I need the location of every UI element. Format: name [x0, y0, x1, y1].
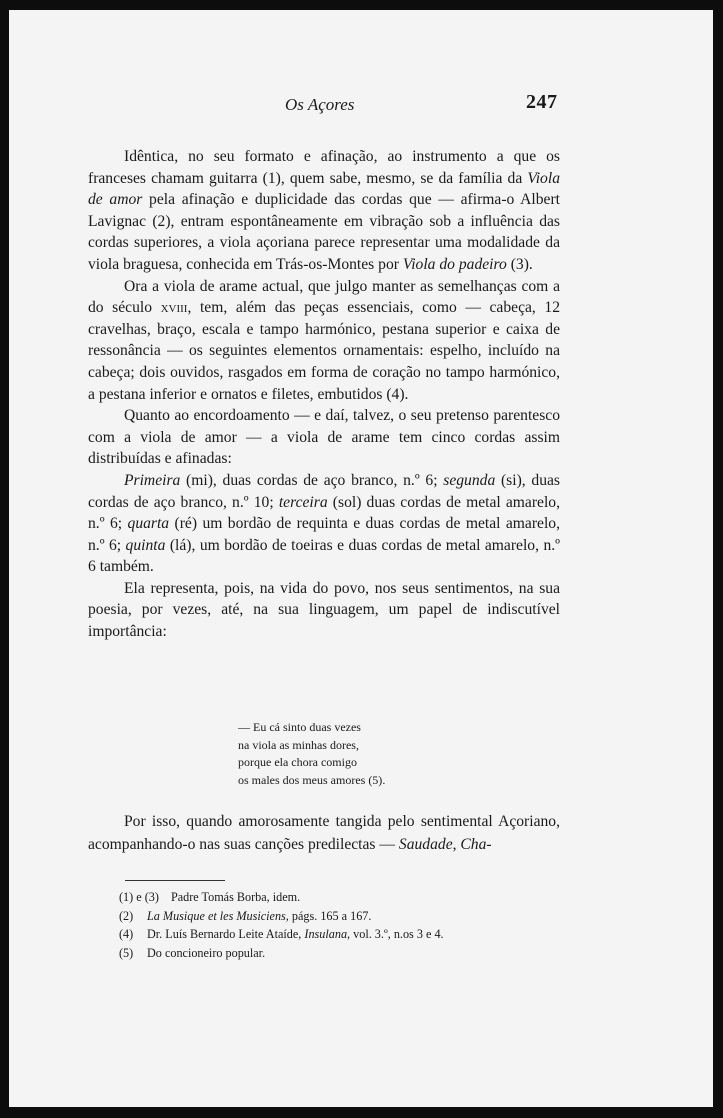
italic-run: segunda: [443, 471, 496, 489]
text-run: (sol) duas cordas de metal amarelo, n.º 6;: [88, 493, 560, 533]
footnote: [119, 888, 559, 907]
italic-run: quarta: [127, 515, 170, 533]
footnote-mark: (5): [119, 945, 134, 960]
century-numeral: xviii: [160, 299, 188, 317]
footnote-mark: (4): [119, 927, 134, 942]
verse-line: na viola as minhas dores,: [238, 737, 359, 752]
text-run: (si), duas cordas de aço branco, n.º 10;: [88, 471, 560, 511]
note-ref: (4): [386, 385, 405, 403]
italic-run: Viola do padeiro: [402, 255, 507, 273]
text-run: pela afinação e duplicidade das cordas que — afirma-o Albert Lavignac: [88, 191, 560, 230]
footnote-text: Dr. Luís Bernardo Leite Ataíde,: [147, 927, 305, 942]
paragraph-3: Quanto ao encordoamento — e daí, talvez, o seu pretenso parentesco com a viola de amor — a viola de arame tem cinco cordas assim distribuídas e afinadas:: [88, 407, 560, 468]
paragraph-5: Ela representa, pois, na vida do povo, nos seus sentimentos, na sua poesia, por vezes, até, na sua linguagem, um papel de indiscutível importância:: [88, 579, 560, 641]
verse-line: [238, 772, 458, 790]
body-text: [88, 146, 560, 643]
text-run: Idêntica, no seu formato e afinação, ao instrumento a que os franceses chamam guitarra: [88, 148, 560, 187]
text-run: Ora a viola de arame actual, que julgo manter as semelhanças com a do século: [88, 277, 560, 317]
italic-run: terceira: [278, 493, 328, 511]
text-run: ,: [452, 836, 461, 853]
footnote-text: Padre Tomás Borba, idem.: [170, 890, 301, 904]
text-run: .: [528, 255, 533, 273]
text-run: (ré) um bordão de requinta e duas cordas de metal amarelo, n.º 6;: [88, 515, 560, 554]
page-number: 247: [526, 91, 558, 113]
note-ref: (2): [152, 212, 171, 230]
footnote-text: , vol. 3.º, n.os 3 e 4.: [347, 927, 444, 942]
verse-quotation: [238, 719, 458, 789]
paragraph-4: [88, 470, 560, 578]
footnote-divider: [125, 880, 225, 881]
text-run: .: [382, 772, 386, 787]
verse-line: — Eu cá sinto duas vezes: [238, 720, 361, 734]
text-run: , tem, além das peças essenciais, como — cabeça, 12 cravelhas, braço, escala e tampo harmónico, pestana superior e caixa de ressonância — os seguintes elementos ornamentais: espelho, incluído na cabeça; dois ouvidos, rasgados em forma de coração no tampo harmónico, a pestana inferior e ornatos e filetes, embutidos: [88, 299, 560, 403]
footnote: [119, 944, 559, 963]
italic-run: quinta: [125, 536, 166, 554]
note-ref: (1): [262, 169, 281, 187]
paragraph-2: [88, 276, 560, 406]
italic-run: Cha-: [460, 836, 492, 853]
text-run: (mi), duas cordas de aço branco, n.º 6;: [180, 471, 444, 489]
italic-run: Viola de amor: [88, 169, 560, 209]
verse-line: porque ela chora comigo: [238, 755, 357, 769]
running-title: Os Açores: [285, 95, 355, 114]
note-ref: (5): [368, 772, 383, 787]
footnote-text: Do concioneiro popular.: [147, 945, 266, 960]
footnote-italic: La Musique et les Musiciens: [147, 908, 286, 923]
footnote-mark: (2): [119, 908, 134, 923]
text-run: (lá), um bordão de toeiras e duas cordas de metal amarelo, n.º 6 também.: [88, 536, 560, 576]
footnote: [119, 925, 559, 944]
paragraph-1: [88, 146, 560, 276]
text-run: Por isso, quando amorosamente tangida pelo sentimental Açoriano, acompanhando-o nas suas canções predilectas —: [88, 813, 560, 853]
footnotes: [119, 888, 559, 962]
footnote-text: , págs. 165 a 167.: [285, 908, 372, 923]
footnote-italic: Insulana: [304, 927, 348, 942]
text-run: , entram espontâneamente em vibração sob a influência das cordas superiores, a viola açoriana parece representar uma modalidade da viola braguesa, conhecida em Trás-os-Montes por: [88, 212, 560, 273]
text-run: os males dos meus amores: [238, 772, 369, 787]
footnote-mark: (1) e (3): [119, 890, 159, 904]
note-ref: (3): [510, 255, 529, 273]
italic-run: Primeira: [124, 471, 181, 489]
footnote: [119, 907, 559, 926]
running-head: [9, 91, 713, 119]
closing-paragraph: [88, 810, 560, 856]
italic-run: Saudade: [398, 836, 453, 853]
text-run: .: [404, 385, 409, 403]
book-page: [9, 10, 713, 1107]
text-run: , quem sabe, mesmo, se da família da: [280, 169, 528, 187]
